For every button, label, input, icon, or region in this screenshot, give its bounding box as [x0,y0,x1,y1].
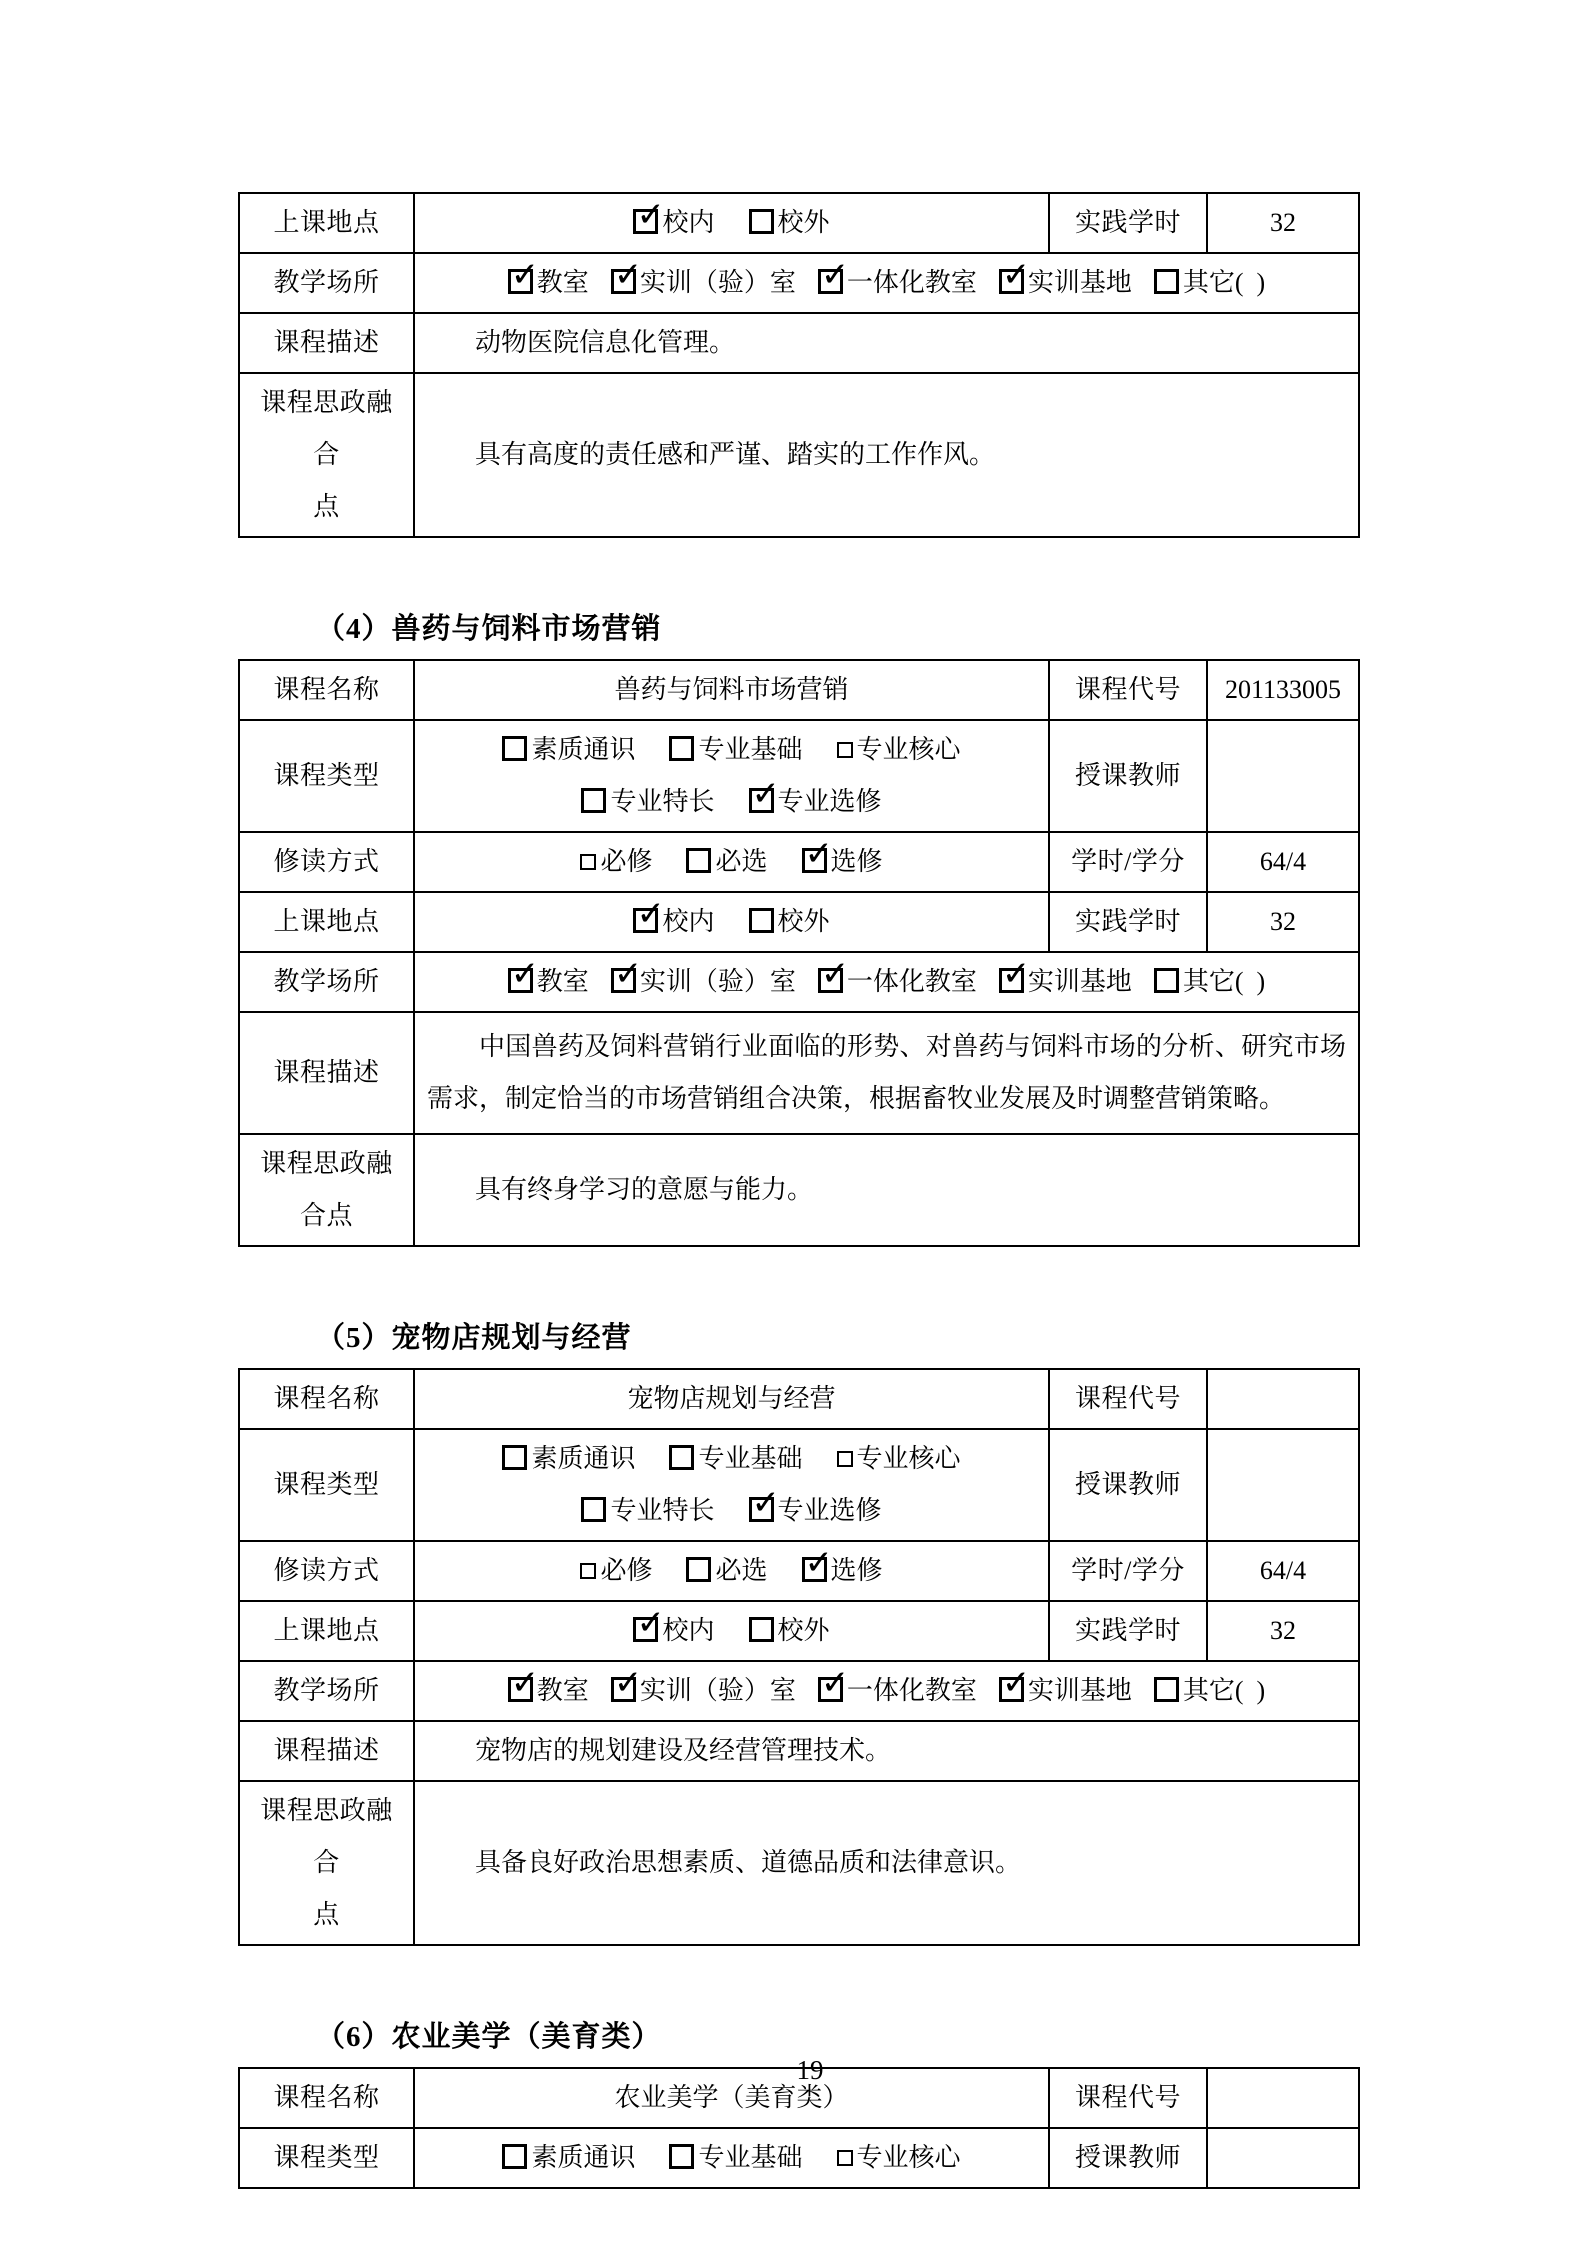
row-header [239,1541,414,1601]
row-header [239,1721,414,1781]
checkbox-option [1154,956,1265,1008]
checkbox-line [423,896,1040,948]
checkbox-label: 实训基地 [1027,268,1132,297]
checkbox-label: 专业基础 [698,2143,803,2172]
checkbox-checked-icon [802,1557,827,1582]
checkbox-checked-icon [611,968,636,993]
row-header [239,720,414,832]
row-header-text: 课程类型 [273,1470,380,1499]
table-row [239,1661,1359,1721]
checkbox-label: 必选 [715,847,768,876]
aux-value [1207,1369,1359,1429]
table-row [239,1541,1359,1601]
checkbox-unchecked-icon [686,848,711,873]
checkbox-checked-icon [611,1677,636,1702]
row-header [239,1369,414,1429]
row-header-text: 课程类型 [273,2143,380,2172]
checkbox-label: 一体化教室 [846,1676,977,1705]
checkbox-group-cell [414,720,1049,832]
row-header-text: 课程类型 [273,761,380,790]
document-content [238,192,1358,2189]
checkbox-unchecked-icon [669,2144,694,2169]
row-header [239,1012,414,1134]
table-row [239,1429,1359,1541]
aux-value [1207,1429,1359,1541]
checkbox-label: 实训（验）室 [639,1676,796,1705]
checkbox-label: 专业核心 [856,1444,961,1473]
row-header [239,1429,414,1541]
checkbox-unchecked-icon [502,2144,527,2169]
row-header-text: 课程描述 [273,1736,380,1765]
checkbox-label: 必选 [715,1556,768,1585]
checkbox-label: 一体化教室 [846,268,977,297]
checkbox-group-cell [414,1541,1049,1601]
row-header [239,1661,414,1721]
checkbox-label: 一体化教室 [846,967,977,996]
checkbox-label: 必修 [600,847,653,876]
checkbox-option [686,1545,767,1597]
checkbox-checked-icon [611,269,636,294]
checkbox-checked-icon [802,848,827,873]
checkbox-unchecked-icon [837,1451,853,1467]
checkbox-option [999,956,1132,1008]
table-row [239,892,1359,952]
checkbox-unchecked-icon [749,1617,774,1642]
checkbox-label: 选修 [830,847,883,876]
aux-header: 实践学时 [1049,193,1207,253]
row-header-text: 课程描述 [273,1058,380,1087]
cell-text: 动物医院信息化管理。 [475,328,736,357]
table-row [239,1601,1359,1661]
checkbox-unchecked-icon [581,1497,606,1522]
checkbox-unchecked-icon [749,209,774,234]
checkbox-unchecked-icon [1154,1677,1179,1702]
checkbox-option [502,724,635,776]
aux-value: 64/4 [1207,832,1359,892]
cell-text: 农业美学（美育类） [614,2083,849,2112]
text-cell [414,373,1359,537]
row-header-text: 上课地点 [273,208,380,237]
section-title: （5）宠物店规划与经营 [316,1322,632,1354]
checkbox-option [502,2132,635,2184]
text-cell [414,313,1359,373]
checkbox-unchecked-icon [502,736,527,761]
row-header-text: 上课地点 [273,907,380,936]
checkbox-unchecked-icon [749,908,774,933]
checkbox-option [633,1605,714,1657]
checkbox-unchecked-icon [837,742,853,758]
checkbox-line [423,1433,1040,1485]
aux-value [1207,2128,1359,2188]
checkbox-checked-icon [818,968,843,993]
aux-header: 课程代号 [1049,660,1207,720]
row-header-text: 点 [313,1900,340,1929]
aux-header: 实践学时 [1049,1601,1207,1661]
checkbox-option [633,197,714,249]
checkbox-checked-icon [999,1677,1024,1702]
checkbox-option [837,724,961,776]
checkbox-label: 必修 [600,1556,653,1585]
text-cell [414,1012,1359,1134]
aux-value: 201133005 [1207,660,1359,720]
cell-text: 具备良好政治思想素质、道德品质和法律意识。 [475,1848,1022,1877]
cell-text: 具有高度的责任感和严谨、踏实的工作作风。 [475,440,996,469]
checkbox-line [423,836,1040,888]
aux-header: 实践学时 [1049,892,1207,952]
checkbox-label: 其它( ) [1182,268,1266,297]
row-header-text: 课程思政融合 [260,388,393,469]
row-header [239,660,414,720]
row-header [239,313,414,373]
checkbox-line [423,1605,1040,1657]
section-title: （6）农业美学（美育类） [316,2021,662,2053]
checkbox-label: 校内 [662,208,715,237]
checkbox-option [581,1485,714,1537]
checkbox-label: 教室 [536,1676,589,1705]
aux-header: 授课教师 [1049,2128,1207,2188]
table-row [239,1012,1359,1134]
checkbox-line [423,776,1040,828]
checkbox-label: 实训基地 [1027,1676,1132,1705]
checkbox-label: 选修 [830,1556,883,1585]
table-row [239,313,1359,373]
checkbox-group-cell [414,892,1049,952]
checkbox-option [1154,1665,1265,1717]
checkbox-label: 教室 [536,268,589,297]
checkbox-checked-icon [508,1677,533,1702]
row-header-text: 修读方式 [273,847,380,876]
table-row [239,832,1359,892]
checkbox-option [818,956,977,1008]
row-header-text: 点 [313,492,340,521]
checkbox-unchecked-icon [502,1445,527,1470]
row-header [239,373,414,537]
checkbox-label: 专业特长 [610,787,715,816]
checkbox-line [423,724,1040,776]
checkbox-label: 专业特长 [610,1496,715,1525]
row-header [239,1601,414,1661]
row-header-text: 课程名称 [273,1384,380,1413]
checkbox-label: 其它( ) [1182,1676,1266,1705]
checkbox-line [423,956,1350,1008]
cell-text: 兽药与饲料市场营销 [614,675,849,704]
checkbox-option [611,1665,796,1717]
row-header [239,2128,414,2188]
checkbox-checked-icon [999,968,1024,993]
checkbox-checked-icon [508,269,533,294]
checkbox-checked-icon [508,968,533,993]
checkbox-checked-icon [633,908,658,933]
table-row [239,253,1359,313]
table-row [239,373,1359,537]
table-row [239,1369,1359,1429]
text-cell [414,1369,1049,1429]
checkbox-label: 专业选修 [777,787,882,816]
checkbox-line [423,197,1040,249]
row-header-text: 教学场所 [273,967,380,996]
checkbox-label: 实训（验）室 [639,967,796,996]
checkbox-option [669,1433,802,1485]
text-cell [414,1781,1359,1945]
checkbox-checked-icon [633,1617,658,1642]
cell-text: 具有终身学习的意愿与能力。 [475,1175,814,1204]
row-header-text: 合点 [299,1201,353,1230]
checkbox-label: 校内 [662,907,715,936]
checkbox-group-cell [414,1661,1359,1721]
aux-header: 授课教师 [1049,720,1207,832]
checkbox-option [837,1433,961,1485]
checkbox-unchecked-icon [581,788,606,813]
checkbox-option [580,1545,652,1597]
checkbox-unchecked-icon [837,2150,853,2166]
checkbox-option [1154,257,1265,309]
checkbox-group-cell [414,2128,1049,2188]
row-header [239,253,414,313]
aux-value: 32 [1207,193,1359,253]
aux-header: 课程代号 [1049,1369,1207,1429]
checkbox-option [669,724,802,776]
table-row [239,1781,1359,1945]
row-header-text: 课程思政融 [260,1149,393,1178]
cell-text: 宠物店的规划建设及经营管理技术。 [475,1736,892,1765]
checkbox-label: 实训（验）室 [639,268,796,297]
checkbox-group-cell [414,193,1049,253]
checkbox-option [749,1485,882,1537]
row-header-text: 课程描述 [273,328,380,357]
checkbox-label: 专业核心 [856,2143,961,2172]
checkbox-line [423,1665,1350,1717]
checkbox-label: 专业基础 [698,1444,803,1473]
checkbox-option [508,257,589,309]
row-header [239,892,414,952]
checkbox-option [580,836,652,888]
text-cell [414,1134,1359,1246]
checkbox-group-cell [414,253,1359,313]
checkbox-unchecked-icon [669,736,694,761]
checkbox-group-cell [414,1601,1049,1661]
aux-value [1207,720,1359,832]
row-header-text: 课程名称 [273,675,380,704]
checkbox-option [749,776,882,828]
checkbox-label: 其它( ) [1182,967,1266,996]
checkbox-unchecked-icon [1154,968,1179,993]
checkbox-label: 校外 [777,208,830,237]
checkbox-group-cell [414,832,1049,892]
table-row [239,193,1359,253]
checkbox-option [837,2132,961,2184]
checkbox-option [999,257,1132,309]
table-row [239,1721,1359,1781]
section-title: （4）兽药与饲料市场营销 [316,613,662,645]
checkbox-unchecked-icon [1154,269,1179,294]
row-header [239,832,414,892]
aux-value: 32 [1207,1601,1359,1661]
checkbox-option [749,1605,830,1657]
checkbox-label: 教室 [536,967,589,996]
checkbox-line [423,1545,1040,1597]
checkbox-line [423,2132,1040,2184]
checkbox-option [581,776,714,828]
course-table-2 [238,1368,1360,1946]
row-header [239,952,414,1012]
aux-header: 学时/学分 [1049,1541,1207,1601]
row-header-text: 修读方式 [273,1556,380,1585]
checkbox-label: 专业基础 [698,735,803,764]
checkbox-option [999,1665,1132,1717]
checkbox-option [508,1665,589,1717]
table-row [239,1134,1359,1246]
checkbox-checked-icon [749,1497,774,1522]
text-cell [414,660,1049,720]
checkbox-option [502,1433,635,1485]
checkbox-unchecked-icon [580,854,596,870]
checkbox-unchecked-icon [580,1563,596,1579]
checkbox-option [508,956,589,1008]
row-header [239,193,414,253]
checkbox-option [611,956,796,1008]
checkbox-option [686,836,767,888]
checkbox-group-cell [414,1429,1049,1541]
checkbox-option [611,257,796,309]
checkbox-label: 素质通识 [531,1444,636,1473]
checkbox-option [818,1665,977,1717]
checkbox-checked-icon [818,1677,843,1702]
checkbox-checked-icon [999,269,1024,294]
checkbox-option [802,836,883,888]
checkbox-option [749,896,830,948]
aux-value: 64/4 [1207,1541,1359,1601]
row-header [239,1134,414,1246]
checkbox-label: 校外 [777,1616,830,1645]
checkbox-option [749,197,830,249]
checkbox-option [818,257,977,309]
checkbox-unchecked-icon [669,1445,694,1470]
aux-header: 课程代号 [1049,2068,1207,2128]
row-header-text: 教学场所 [273,268,380,297]
checkbox-checked-icon [633,209,658,234]
course-table-0 [238,192,1360,538]
course-table-1 [238,659,1360,1247]
checkbox-label: 素质通识 [531,2143,636,2172]
aux-header: 授课教师 [1049,1429,1207,1541]
checkbox-label: 实训基地 [1027,967,1132,996]
checkbox-line [423,257,1350,309]
table-row [239,2128,1359,2188]
checkbox-option [802,1545,883,1597]
row-header [239,1781,414,1945]
checkbox-label: 专业选修 [777,1496,882,1525]
aux-header: 学时/学分 [1049,832,1207,892]
row-header-text: 课程思政融合 [260,1796,393,1877]
checkbox-unchecked-icon [686,1557,711,1582]
checkbox-group-cell [414,952,1359,1012]
table-row [239,720,1359,832]
page-number: 19 [796,2055,824,2085]
checkbox-checked-icon [818,269,843,294]
table-row [239,660,1359,720]
aux-value: 32 [1207,892,1359,952]
checkbox-label: 校外 [777,907,830,936]
checkbox-line [423,1485,1040,1537]
cell-text: 中国兽药及饲料营销行业面临的形势、对兽药与饲料市场的分析、研究市场需求，制定恰当的市场营销组合决策，根据畜牧业发展及时调整营销策略。 [427,1032,1346,1113]
row-header-text: 课程名称 [273,2083,380,2112]
cell-text: 宠物店规划与经营 [627,1384,836,1413]
row-header-text: 教学场所 [273,1676,380,1705]
text-cell [414,1721,1359,1781]
checkbox-label: 素质通识 [531,735,636,764]
checkbox-label: 专业核心 [856,735,961,764]
checkbox-checked-icon [749,788,774,813]
row-header-text: 上课地点 [273,1616,380,1645]
checkbox-option [633,896,714,948]
table-row [239,952,1359,1012]
checkbox-option [669,2132,802,2184]
checkbox-label: 校内 [662,1616,715,1645]
